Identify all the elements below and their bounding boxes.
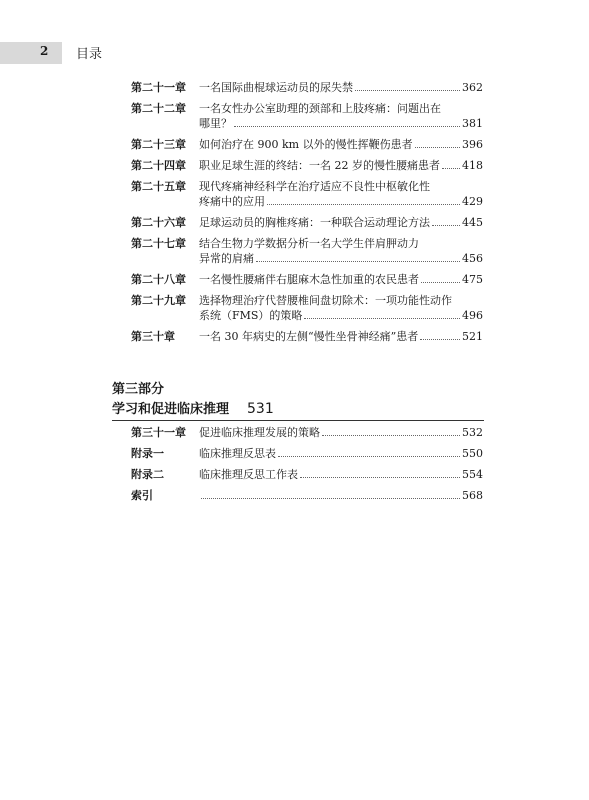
toc-chapter-label: 附录一 (131, 447, 164, 460)
part-3-page: 531 (247, 401, 274, 417)
toc-entry-title: 足球运动员的胸椎疼痛：一种联合运动理论方法 (199, 216, 430, 229)
part-3-heading (112, 398, 274, 417)
part-3-rule (112, 420, 484, 421)
toc-leader-dots (420, 339, 460, 340)
toc-entry-title: 一名慢性腰痛伴右腿麻木急性加重的农民患者 (199, 273, 419, 286)
page-number: 2 (40, 44, 49, 58)
toc-entry-title: 一名国际曲棍球运动员的尿失禁 (199, 81, 353, 94)
toc-page-number: 496 (462, 309, 483, 322)
toc-page-number: 521 (462, 330, 483, 343)
toc-entry[interactable] (131, 215, 483, 230)
toc-chapter-label: 第二十九章 (131, 294, 186, 307)
toc-chapter-label: 索引 (131, 489, 153, 502)
toc-chapter-label: 第三十一章 (131, 426, 186, 439)
toc-leader-dots (421, 282, 460, 283)
toc-page-number: 568 (462, 489, 483, 502)
toc-leader-dots (201, 498, 460, 499)
toc-chapter-label: 第二十七章 (131, 237, 186, 250)
toc-entry[interactable] (131, 293, 483, 323)
toc-entry[interactable] (131, 329, 483, 344)
toc-page-number: 429 (462, 195, 483, 208)
toc-entry-title: 促进临床推理发展的策略 (199, 426, 320, 439)
toc-entry[interactable] (131, 446, 483, 461)
toc-page-number: 475 (462, 273, 483, 286)
toc-part-2 (131, 80, 483, 350)
toc-entry[interactable] (131, 272, 483, 287)
toc-page-number: 362 (462, 81, 483, 94)
part-3-label: 第三部分 (112, 382, 165, 397)
toc-entry-title: 职业足球生涯的终结：一名 22 岁的慢性腰痛患者 (199, 159, 440, 172)
toc-entry-title: 哪里？ (199, 117, 232, 130)
toc-entry-title: 系统（FMS）的策略 (199, 309, 303, 322)
toc-page-number: 396 (462, 138, 483, 151)
toc-chapter-label: 第二十五章 (131, 180, 186, 193)
toc-entry-title: 一名女性办公室助理的颈部和上肢疼痛：问题出在 (199, 102, 441, 115)
toc-page-number: 418 (462, 159, 483, 172)
toc-entry-title: 临床推理反思工作表 (199, 468, 298, 481)
header-bar (0, 42, 62, 64)
toc-entry[interactable] (131, 179, 483, 209)
toc-entry[interactable] (131, 80, 483, 95)
toc-page-number: 445 (462, 216, 483, 229)
toc-entry-title: 一名 30 年病史的左侧“慢性坐骨神经痛”患者 (199, 330, 419, 343)
toc-entry[interactable] (131, 236, 483, 266)
toc-leader-dots (300, 477, 460, 478)
toc-chapter-label: 第二十三章 (131, 138, 186, 151)
toc-chapter-label: 第二十六章 (131, 216, 186, 229)
toc-leader-dots (322, 435, 460, 436)
toc-chapter-label: 第二十四章 (131, 159, 186, 172)
toc-entry[interactable] (131, 137, 483, 152)
toc-leader-dots (234, 126, 460, 127)
toc-chapter-label: 第三十章 (131, 330, 175, 343)
toc-entry-title: 结合生物力学数据分析一名大学生伴肩胛动力 (199, 237, 419, 250)
toc-entry-title: 异常的肩痛 (199, 252, 254, 265)
toc-leader-dots (278, 456, 460, 457)
toc-entry[interactable] (131, 488, 483, 503)
toc-leader-dots (355, 90, 460, 91)
toc-chapter-label: 第二十二章 (131, 102, 186, 115)
toc-chapter-label: 第二十八章 (131, 273, 186, 286)
toc-page-number: 554 (462, 468, 483, 481)
toc-page-number: 550 (462, 447, 483, 460)
toc-page-number: 532 (462, 426, 483, 439)
part-3-title: 学习和促进临床推理 (112, 402, 230, 417)
toc-leader-dots (442, 168, 460, 169)
toc-part-3 (131, 425, 483, 509)
toc-entry-title: 现代疼痛神经科学在治疗适应不良性中枢敏化性 (199, 180, 430, 193)
toc-entry-title: 如何治疗在 900 km 以外的慢性挥鞭伤患者 (199, 138, 413, 151)
toc-leader-dots (432, 225, 460, 226)
toc-entry-title: 疼痛中的应用 (199, 195, 265, 208)
toc-leader-dots (267, 204, 460, 205)
header-title: 目录 (76, 47, 103, 62)
toc-chapter-label: 附录二 (131, 468, 164, 481)
toc-entry-title: 选择物理治疗代替腰椎间盘切除术：一项功能性动作 (199, 294, 452, 307)
toc-leader-dots (256, 261, 460, 262)
toc-entry[interactable] (131, 467, 483, 482)
toc-leader-dots (415, 147, 460, 148)
toc-entry[interactable] (131, 158, 483, 173)
toc-entry-title: 临床推理反思表 (199, 447, 276, 460)
toc-entry[interactable] (131, 425, 483, 440)
toc-page-number: 456 (462, 252, 483, 265)
toc-leader-dots (304, 318, 460, 319)
toc-page-number: 381 (462, 117, 483, 130)
toc-chapter-label: 第二十一章 (131, 81, 186, 94)
toc-entry[interactable] (131, 101, 483, 131)
